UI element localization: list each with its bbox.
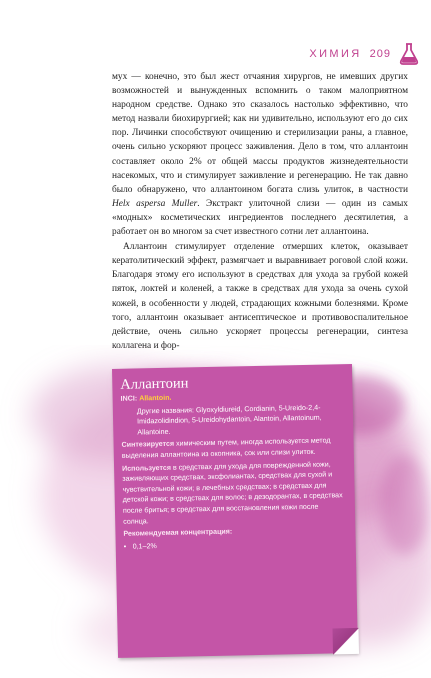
concentration-value: 0,1–2% [132, 541, 157, 551]
ingredient-note [112, 364, 358, 658]
usage-label: Используется [121, 463, 172, 473]
synthesis-label: Синтезируется [121, 440, 175, 450]
page-header [309, 42, 419, 66]
bullet-icon: • [123, 542, 127, 551]
paragraph-2: Аллантоин стимулирует отделение отмерших клеток, оказывает кератолитический эффект, размягчает и выравнивает роговой слой кожи. Благодаря этому его используют в средствах для ухода за грубой кожей пяток, локтей и коленей, а также в средствах для ухода за очень сухой кожей, в особенности у людей, страдающих кожными болезнями. Кроме того, аллантоин оказывает антисептическое и противовоспалительное действие, очень сильно ускоряет процессы регенерации, синтеза коллагена и фор- [112, 242, 408, 351]
usage-text: в средствах для ухода для поврежденной кожи, заживляющих средствах, эксфолиантах, средствах для сухой и чувствительной кожи; в лечебных средствах; в средствах для детской кожи; в средствах для волос; в дезодорантах, в средствах после бритья; в средствах для восстановления кожи после солнца. [122, 460, 343, 526]
synthesis-row [121, 436, 343, 462]
paragraph-1 [112, 70, 408, 239]
concentration-label: Рекомендуемая концентрация: [123, 527, 233, 538]
body-text [112, 70, 408, 353]
page-curl [332, 628, 359, 655]
inci-value: Allantoin. [139, 393, 172, 403]
species-name: Helx aspersa Muller [112, 198, 198, 209]
usage-row [122, 459, 345, 527]
paragraph-1-text: мух — конечно, это был жест отчаяния хирургов, не имевших других возможностей и вынужденных вспомнить о таком малоприятном народном средстве. Однако это сказалось настолько эффективно, что метод назвали биохирургией; как ни удивительно, используют его до сих пор. Личинки способствуют очищению и стерилизации раны, а главное, очень сильно ускоряют процесс заживления. Дело в том, что аллантоин составляет около 2% от общей массы продуктов жизнедеятельности насекомых, что и стимулирует заживление и регенерацию. Не так давно было обнаружено, что аллантоином богата слизь улиток, в частности [112, 72, 408, 195]
note-title: Аллантоин [120, 375, 189, 393]
page-number: 209 [369, 48, 391, 60]
running-head: ХИМИЯ [309, 48, 362, 60]
flask-icon [399, 42, 419, 66]
paragraph-1-end: . Экстракт улиточной слизи — один из самых «модных» косметических ингредиентов последнего десятилетия, а работает он во многом за счет известного сотни лет аллантоина. [112, 198, 408, 238]
inci-label: INCI: [120, 394, 138, 403]
concentration-item [124, 537, 346, 552]
synthesis-text: химическим путем, иногда используется метод выделения аллантоина из окопника, сок или слизи улиток. [121, 436, 331, 460]
other-names: Другие названия: Glyoxyldiureid, Cordianin, 5-Ureido-2,4-Imidazolidindion, 5-Ureidohydantoin, Alantoin, Allantoinum, Allantoine. [136, 403, 322, 437]
